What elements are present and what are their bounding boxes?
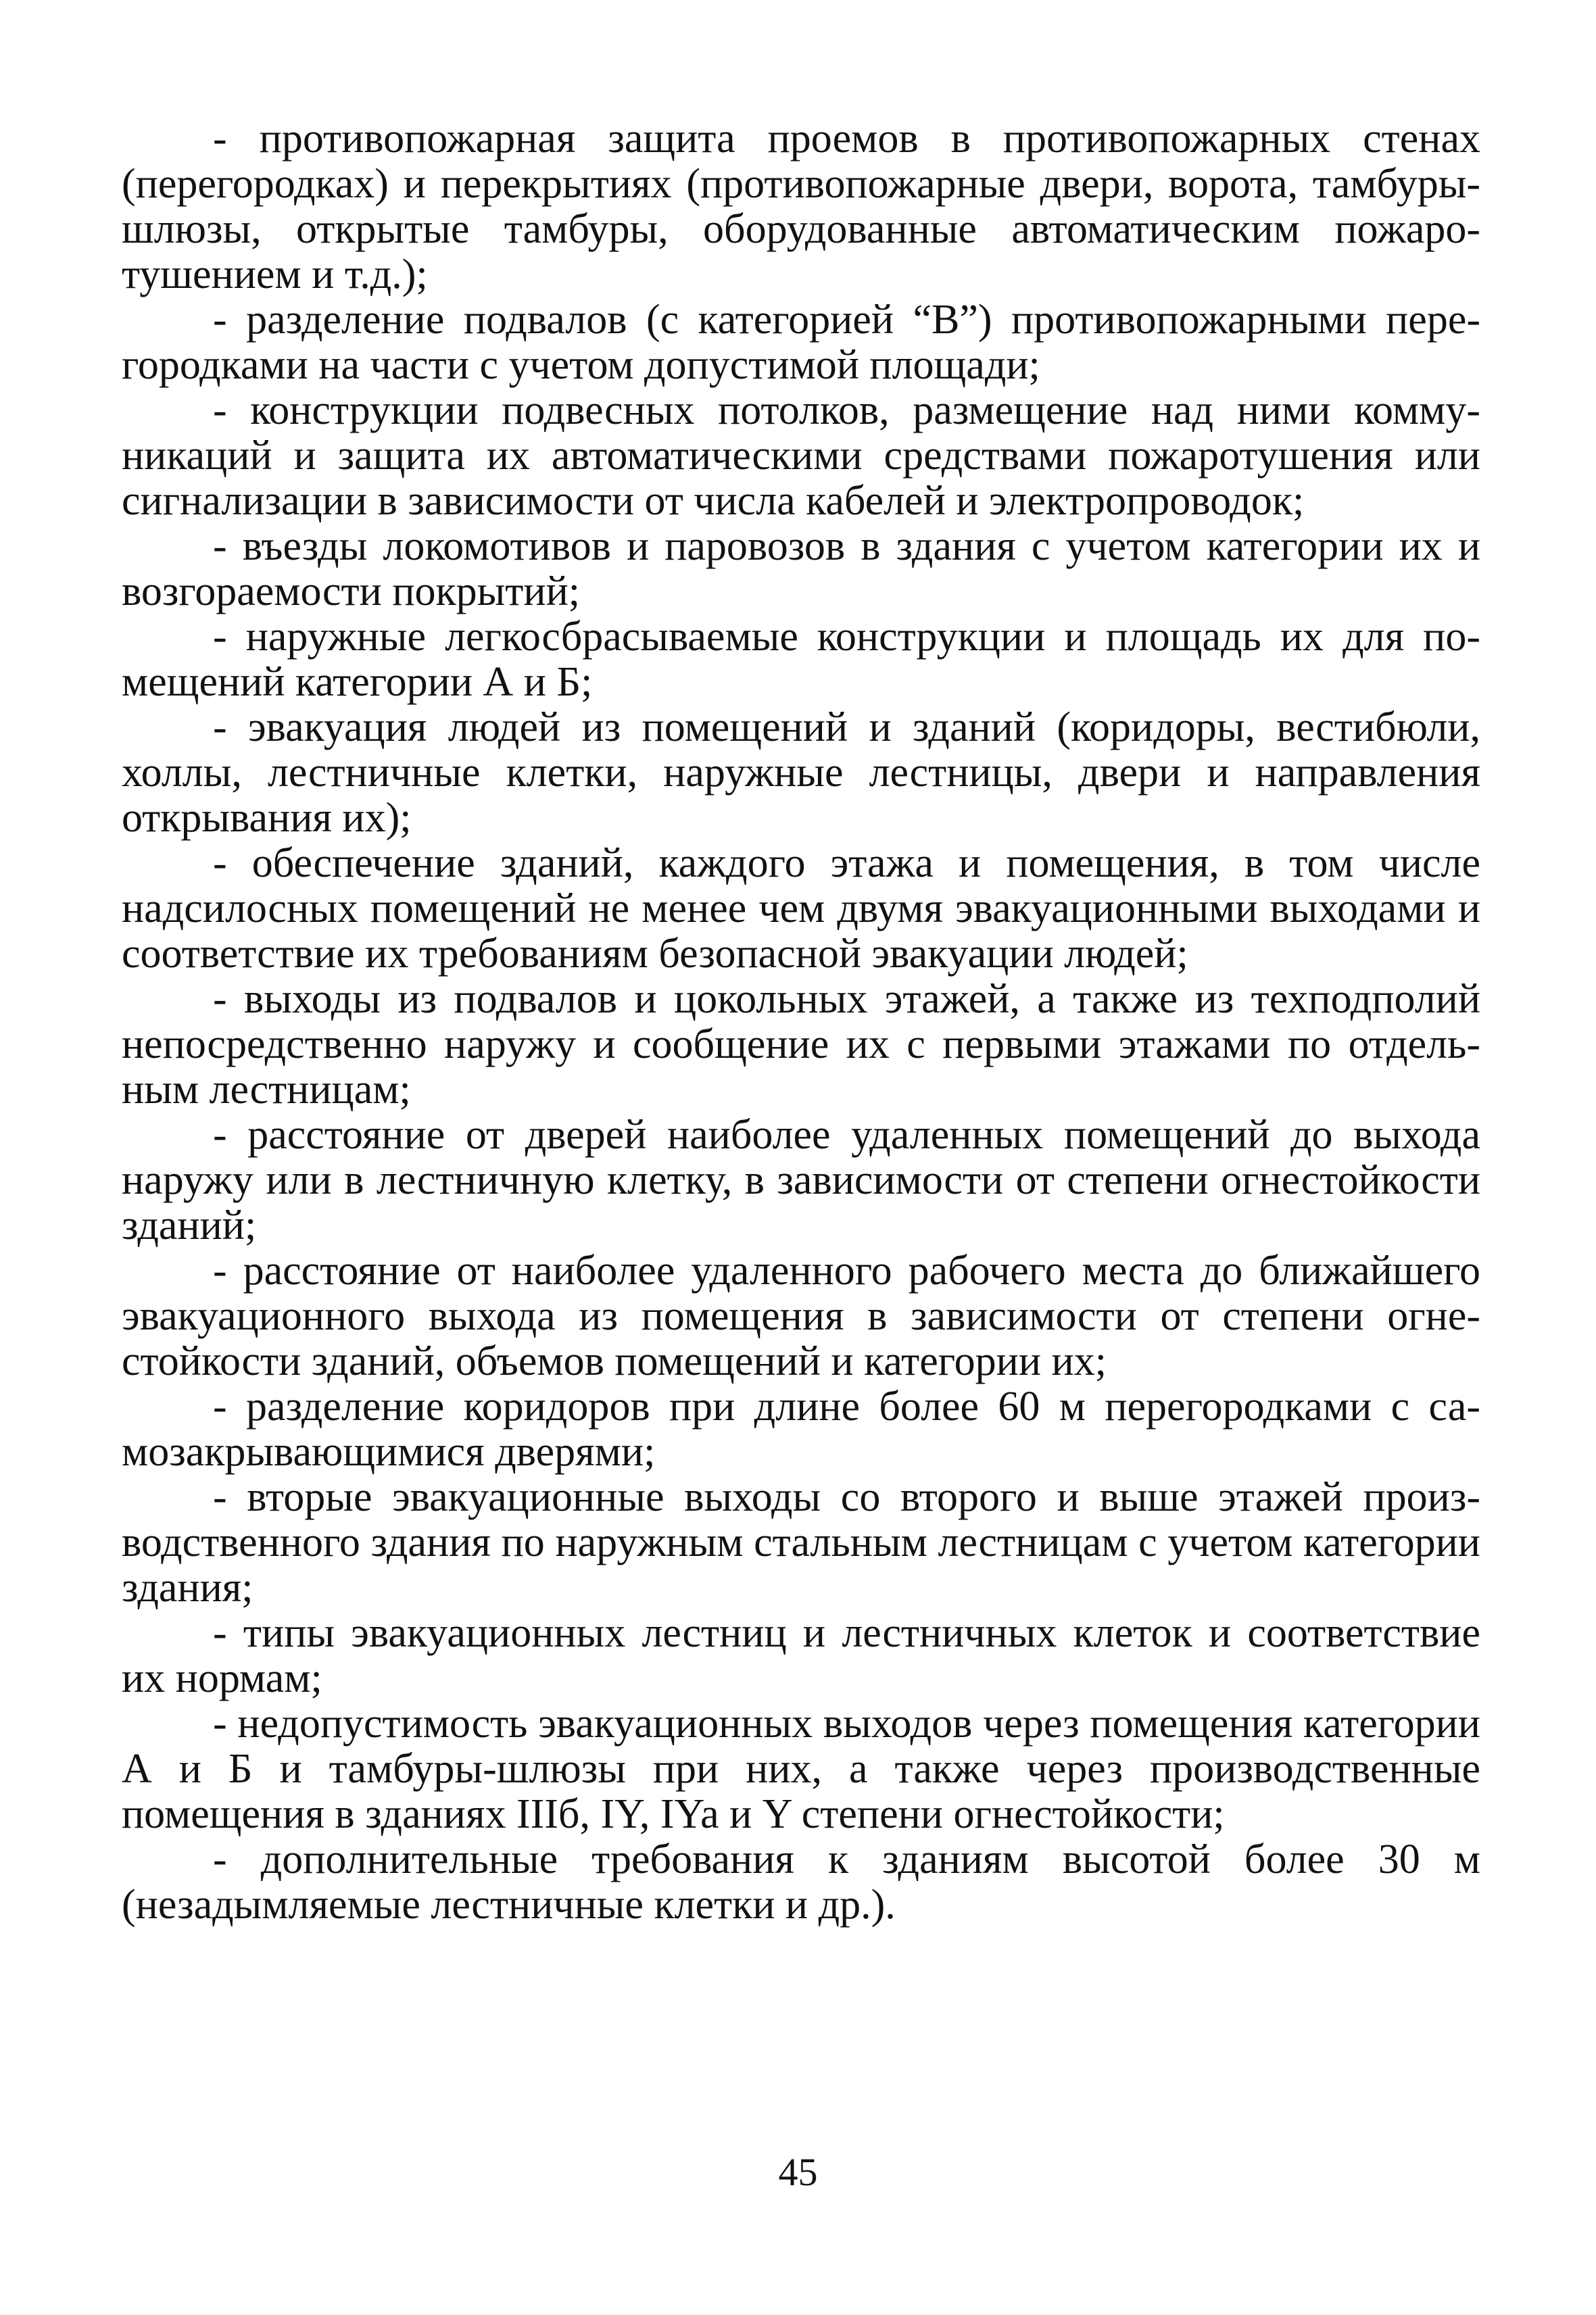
list-item: - недопустимость эвакуационных выходов через помещения категории А и Б и тамбуры-шлюзы при них, а также через производственные помещения в зданиях IIIб, IY, IYa и Y степени огнестойкости; <box>122 1701 1480 1837</box>
list-item: - въезды локомотивов и паровозов в здания с учетом категории их и возгораемости покрытий; <box>122 523 1480 614</box>
list-item: - противопожарная защита проемов в противопожарных стенах (перегородках) и перекрытиях (противопожарные двери, ворота, тамбуры-шлюзы, открытые тамбуры, оборудованные автоматическим пожаротушением и т.д.); <box>122 116 1480 297</box>
list-item: - разделение подвалов (с категорией “В”) противопожарными перегородками на части с учетом допустимой площади; <box>122 297 1480 388</box>
list-item: - эвакуация людей из помещений и зданий (коридоры, вестибюли, холлы, лестничные клетки, наружные лестницы, двери и направления открывания их); <box>122 704 1480 841</box>
list-item: - вторые эвакуационные выходы со второго и выше этажей производственного здания по наружным стальным лестницам с учетом категории здания; <box>122 1474 1480 1611</box>
list-item: - выходы из подвалов и цокольных этажей, а также из техподполий непосредственно наружу и сообщение их с первыми этажами по отдельным лестницам; <box>122 976 1480 1113</box>
list-item: - наружные легкосбрасываемые конструкции и площадь их для помещений категории А и Б; <box>122 614 1480 705</box>
list-item: - обеспечение зданий, каждого этажа и помещения, в том числе надсилосных помещений не менее чем двумя эвакуационными выходами и соответствие их требованиям безопасной эвакуации людей; <box>122 840 1480 977</box>
body-text <box>122 116 1480 1928</box>
list-item: - расстояние от дверей наиболее удаленных помещений до выхода наружу или в лестничную клетку, в зависимости от степени огнестойкости зданий; <box>122 1112 1480 1248</box>
page-number: 45 <box>778 2150 818 2194</box>
list-item: - расстояние от наиболее удаленного рабочего места до ближайшего эвакуационного выхода из помещения в зависимости от степени огнестойкости зданий, объемов помещений и категории их; <box>122 1248 1480 1384</box>
list-item: - типы эвакуационных лестниц и лестничных клеток и соответствие их нормам; <box>122 1610 1480 1701</box>
list-item: - дополнительные требования к зданиям высотой более 30 м (незадымляемые лестничные клетки и др.). <box>122 1836 1480 1928</box>
list-item: - конструкции подвесных потолков, размещение над ними коммуникаций и защита их автоматическими средствами пожаротушения или сигнализации в зависимости от числа кабелей и электропроводок; <box>122 387 1480 524</box>
list-item: - разделение коридоров при длине более 60 м перегородками с самозакрывающимися дверями; <box>122 1384 1480 1475</box>
